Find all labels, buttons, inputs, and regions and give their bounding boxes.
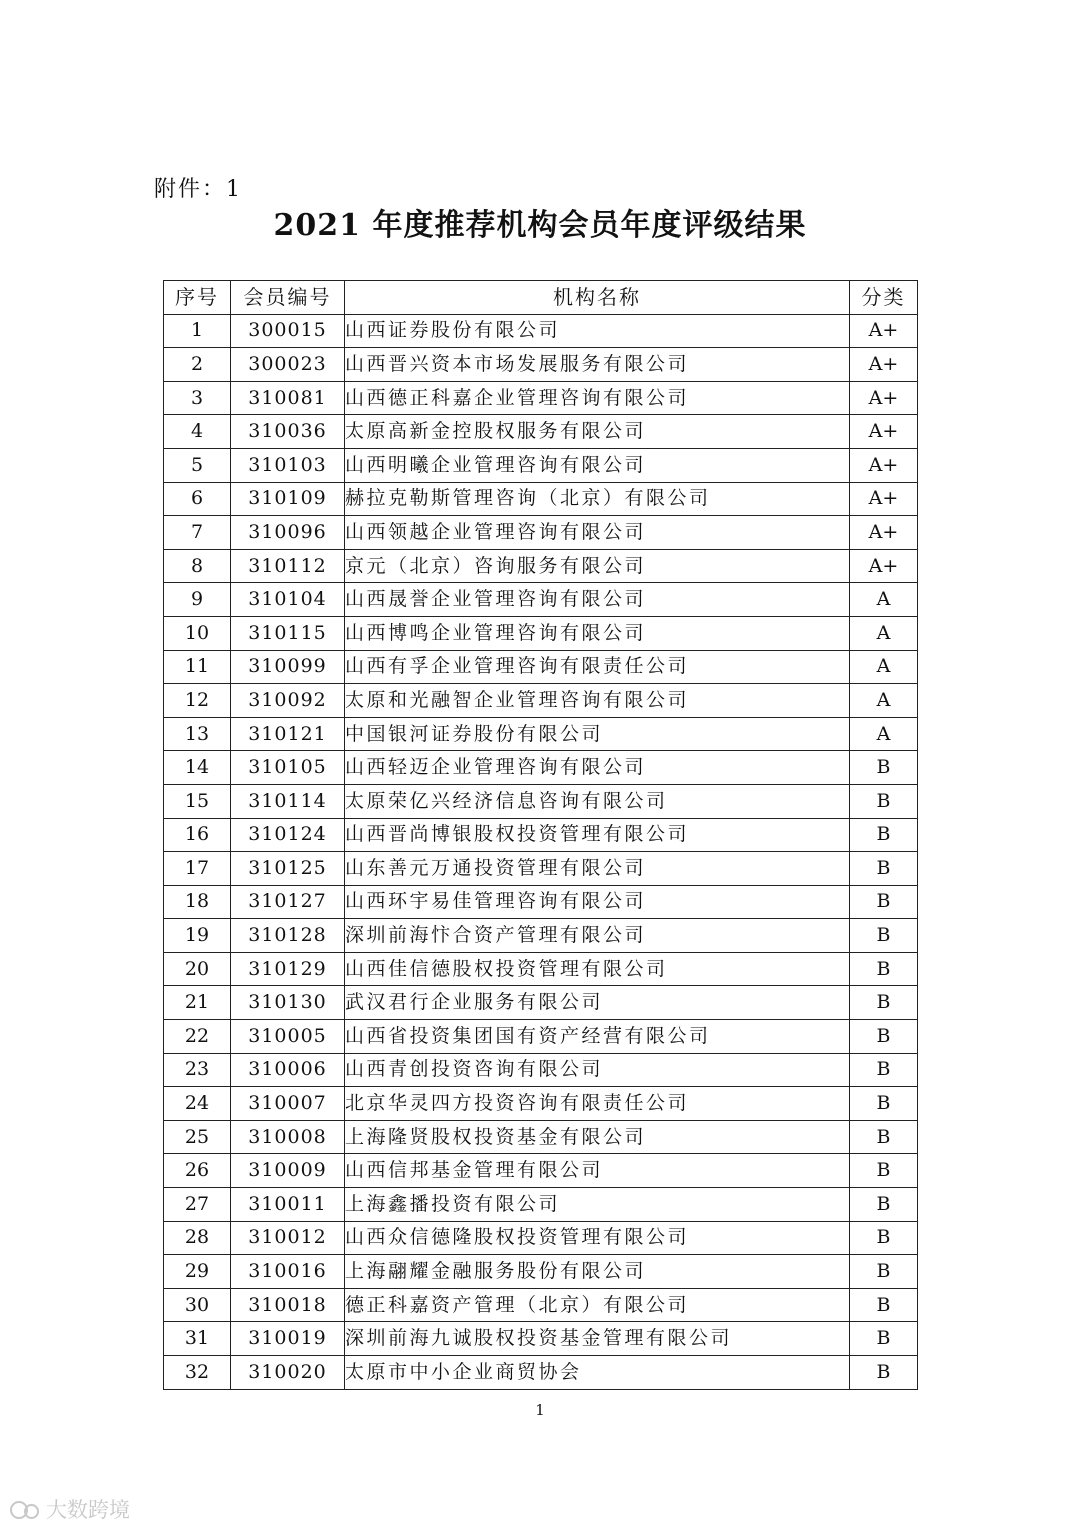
- rating-class: B: [850, 919, 918, 953]
- row-index: 12: [164, 684, 231, 718]
- rating-class: B: [850, 1053, 918, 1087]
- org-name: 山西佳信德股权投资管理有限公司: [345, 952, 850, 986]
- member-id: 310115: [231, 616, 345, 650]
- org-name: 山西轻迈企业管理咨询有限公司: [345, 751, 850, 785]
- org-name: 深圳前海九诚股权投资基金管理有限公司: [345, 1322, 850, 1356]
- member-id: 310020: [231, 1356, 345, 1390]
- rating-class: B: [850, 852, 918, 886]
- member-id: 310019: [231, 1322, 345, 1356]
- member-id: 310036: [231, 415, 345, 449]
- rating-class: A+: [850, 415, 918, 449]
- org-name: 北京华灵四方投资咨询有限责任公司: [345, 1087, 850, 1121]
- row-index: 28: [164, 1221, 231, 1255]
- table-row: [164, 482, 918, 516]
- row-index: 30: [164, 1288, 231, 1322]
- org-name: 山西环宇易佳管理咨询有限公司: [345, 885, 850, 919]
- table-row: [164, 650, 918, 684]
- table-row: [164, 852, 918, 886]
- member-id: 310096: [231, 516, 345, 550]
- member-id: 310109: [231, 482, 345, 516]
- row-index: 23: [164, 1053, 231, 1087]
- rating-class: B: [850, 784, 918, 818]
- document-title: 2021 年度推荐机构会员年度评级结果: [273, 208, 807, 243]
- row-index: 27: [164, 1188, 231, 1222]
- table-row: [164, 516, 918, 550]
- rating-class: A: [850, 650, 918, 684]
- member-id: 310008: [231, 1120, 345, 1154]
- row-index: 13: [164, 717, 231, 751]
- org-name: 山西晋尚博银股权投资管理有限公司: [345, 818, 850, 852]
- row-index: 17: [164, 852, 231, 886]
- rating-class: B: [850, 1020, 918, 1054]
- table-row: [164, 1120, 918, 1154]
- member-id: 310018: [231, 1288, 345, 1322]
- row-index: 4: [164, 415, 231, 449]
- member-id: 310121: [231, 717, 345, 751]
- org-name: 上海鑫播投资有限公司: [345, 1188, 850, 1222]
- member-id: 310099: [231, 650, 345, 684]
- member-id: 310005: [231, 1020, 345, 1054]
- org-name: 山西德正科嘉企业管理咨询有限公司: [345, 381, 850, 415]
- page-number: 1: [535, 1401, 545, 1419]
- member-id: 300023: [231, 348, 345, 382]
- attachment-label: 附件：1: [154, 177, 242, 202]
- header-index: 序号: [164, 281, 231, 315]
- org-name: 德正科嘉资产管理（北京）有限公司: [345, 1288, 850, 1322]
- member-id: 310006: [231, 1053, 345, 1087]
- org-name: 武汉君行企业服务有限公司: [345, 986, 850, 1020]
- rating-class: A+: [850, 448, 918, 482]
- row-index: 29: [164, 1255, 231, 1289]
- member-id: 310128: [231, 919, 345, 953]
- row-index: 31: [164, 1322, 231, 1356]
- header-class: 分类: [850, 281, 918, 315]
- table-row: [164, 952, 918, 986]
- row-index: 3: [164, 381, 231, 415]
- org-name: 山西众信德隆股权投资管理有限公司: [345, 1221, 850, 1255]
- logo-rings-icon: [10, 1498, 40, 1520]
- table-row: [164, 1154, 918, 1188]
- member-id: 310011: [231, 1188, 345, 1222]
- member-id: 310129: [231, 952, 345, 986]
- member-id: 300015: [231, 314, 345, 348]
- rating-class: B: [850, 1356, 918, 1390]
- member-id: 310081: [231, 381, 345, 415]
- table-row: [164, 986, 918, 1020]
- table-row: [164, 1322, 918, 1356]
- watermark-text: 大数跨境: [46, 1498, 130, 1522]
- member-id: 310104: [231, 583, 345, 617]
- rating-table: [163, 280, 918, 1390]
- row-index: 8: [164, 549, 231, 583]
- rating-class: B: [850, 1154, 918, 1188]
- org-name: 山西证券股份有限公司: [345, 314, 850, 348]
- table-row: [164, 1020, 918, 1054]
- table-row: [164, 1255, 918, 1289]
- table-header-row: [164, 281, 918, 315]
- rating-class: A: [850, 684, 918, 718]
- row-index: 1: [164, 314, 231, 348]
- table-row: [164, 885, 918, 919]
- table-row: [164, 818, 918, 852]
- org-name: 山西领越企业管理咨询有限公司: [345, 516, 850, 550]
- rating-class: B: [850, 1288, 918, 1322]
- row-index: 14: [164, 751, 231, 785]
- org-name: 赫拉克勒斯管理咨询（北京）有限公司: [345, 482, 850, 516]
- org-name: 山西省投资集团国有资产经营有限公司: [345, 1020, 850, 1054]
- rating-class: A+: [850, 381, 918, 415]
- row-index: 21: [164, 986, 231, 1020]
- org-name: 山西晋兴资本市场发展服务有限公司: [345, 348, 850, 382]
- member-id: 310009: [231, 1154, 345, 1188]
- row-index: 26: [164, 1154, 231, 1188]
- row-index: 5: [164, 448, 231, 482]
- rating-class: B: [850, 1322, 918, 1356]
- org-name: 太原高新金控股权服务有限公司: [345, 415, 850, 449]
- row-index: 19: [164, 919, 231, 953]
- rating-class: B: [850, 1188, 918, 1222]
- row-index: 7: [164, 516, 231, 550]
- table-row: [164, 1221, 918, 1255]
- row-index: 10: [164, 616, 231, 650]
- row-index: 25: [164, 1120, 231, 1154]
- rating-class: B: [850, 1087, 918, 1121]
- row-index: 16: [164, 818, 231, 852]
- table-row: [164, 448, 918, 482]
- rating-class: A: [850, 583, 918, 617]
- row-index: 11: [164, 650, 231, 684]
- rating-class: A: [850, 717, 918, 751]
- rating-class: B: [850, 751, 918, 785]
- org-name: 上海翮耀金融服务股份有限公司: [345, 1255, 850, 1289]
- rating-class: A+: [850, 516, 918, 550]
- header-org-name: 机构名称: [345, 281, 850, 315]
- row-index: 22: [164, 1020, 231, 1054]
- table-row: [164, 583, 918, 617]
- rating-class: B: [850, 986, 918, 1020]
- member-id: 310127: [231, 885, 345, 919]
- rating-class: B: [850, 1120, 918, 1154]
- table-row: [164, 314, 918, 348]
- table-row: [164, 1087, 918, 1121]
- org-name: 太原荣亿兴经济信息咨询有限公司: [345, 784, 850, 818]
- rating-class: A+: [850, 549, 918, 583]
- row-index: 18: [164, 885, 231, 919]
- table-body: [164, 314, 918, 1389]
- org-name: 山西信邦基金管理有限公司: [345, 1154, 850, 1188]
- row-index: 20: [164, 952, 231, 986]
- member-id: 310016: [231, 1255, 345, 1289]
- org-name: 太原市中小企业商贸协会: [345, 1356, 850, 1390]
- member-id: 310105: [231, 751, 345, 785]
- org-name: 深圳前海忭合资产管理有限公司: [345, 919, 850, 953]
- rating-class: A+: [850, 314, 918, 348]
- table-row: [164, 348, 918, 382]
- table-row: [164, 381, 918, 415]
- table-row: [164, 684, 918, 718]
- rating-class: B: [850, 952, 918, 986]
- row-index: 2: [164, 348, 231, 382]
- org-name: 上海隆贤股权投资基金有限公司: [345, 1120, 850, 1154]
- org-name: 京元（北京）咨询服务有限公司: [345, 549, 850, 583]
- table-row: [164, 1053, 918, 1087]
- table-row: [164, 717, 918, 751]
- header-member-id: 会员编号: [231, 281, 345, 315]
- member-id: 310125: [231, 852, 345, 886]
- rating-class: A+: [850, 348, 918, 382]
- member-id: 310114: [231, 784, 345, 818]
- org-name: 中国银河证券股份有限公司: [345, 717, 850, 751]
- rating-class: B: [850, 1255, 918, 1289]
- member-id: 310007: [231, 1087, 345, 1121]
- org-name: 山西青创投资咨询有限公司: [345, 1053, 850, 1087]
- table-row: [164, 784, 918, 818]
- row-index: 9: [164, 583, 231, 617]
- org-name: 太原和光融智企业管理咨询有限公司: [345, 684, 850, 718]
- rating-class: B: [850, 885, 918, 919]
- table-row: [164, 616, 918, 650]
- org-name: 山东善元万通投资管理有限公司: [345, 852, 850, 886]
- member-id: 310103: [231, 448, 345, 482]
- member-id: 310130: [231, 986, 345, 1020]
- row-index: 15: [164, 784, 231, 818]
- member-id: 310092: [231, 684, 345, 718]
- org-name: 山西晟誉企业管理咨询有限公司: [345, 583, 850, 617]
- rating-class: B: [850, 818, 918, 852]
- watermark: [10, 1494, 130, 1524]
- table-row: [164, 415, 918, 449]
- member-id: 310112: [231, 549, 345, 583]
- org-name: 山西有孚企业管理咨询有限责任公司: [345, 650, 850, 684]
- table-row: [164, 1288, 918, 1322]
- table-row: [164, 1188, 918, 1222]
- org-name: 山西明曦企业管理咨询有限公司: [345, 448, 850, 482]
- member-id: 310012: [231, 1221, 345, 1255]
- row-index: 32: [164, 1356, 231, 1390]
- row-index: 6: [164, 482, 231, 516]
- member-id: 310124: [231, 818, 345, 852]
- org-name: 山西博鸣企业管理咨询有限公司: [345, 616, 850, 650]
- rating-class: A: [850, 616, 918, 650]
- rating-class: B: [850, 1221, 918, 1255]
- table-row: [164, 919, 918, 953]
- table-row: [164, 549, 918, 583]
- row-index: 24: [164, 1087, 231, 1121]
- table-row: [164, 751, 918, 785]
- table-row: [164, 1356, 918, 1390]
- rating-class: A+: [850, 482, 918, 516]
